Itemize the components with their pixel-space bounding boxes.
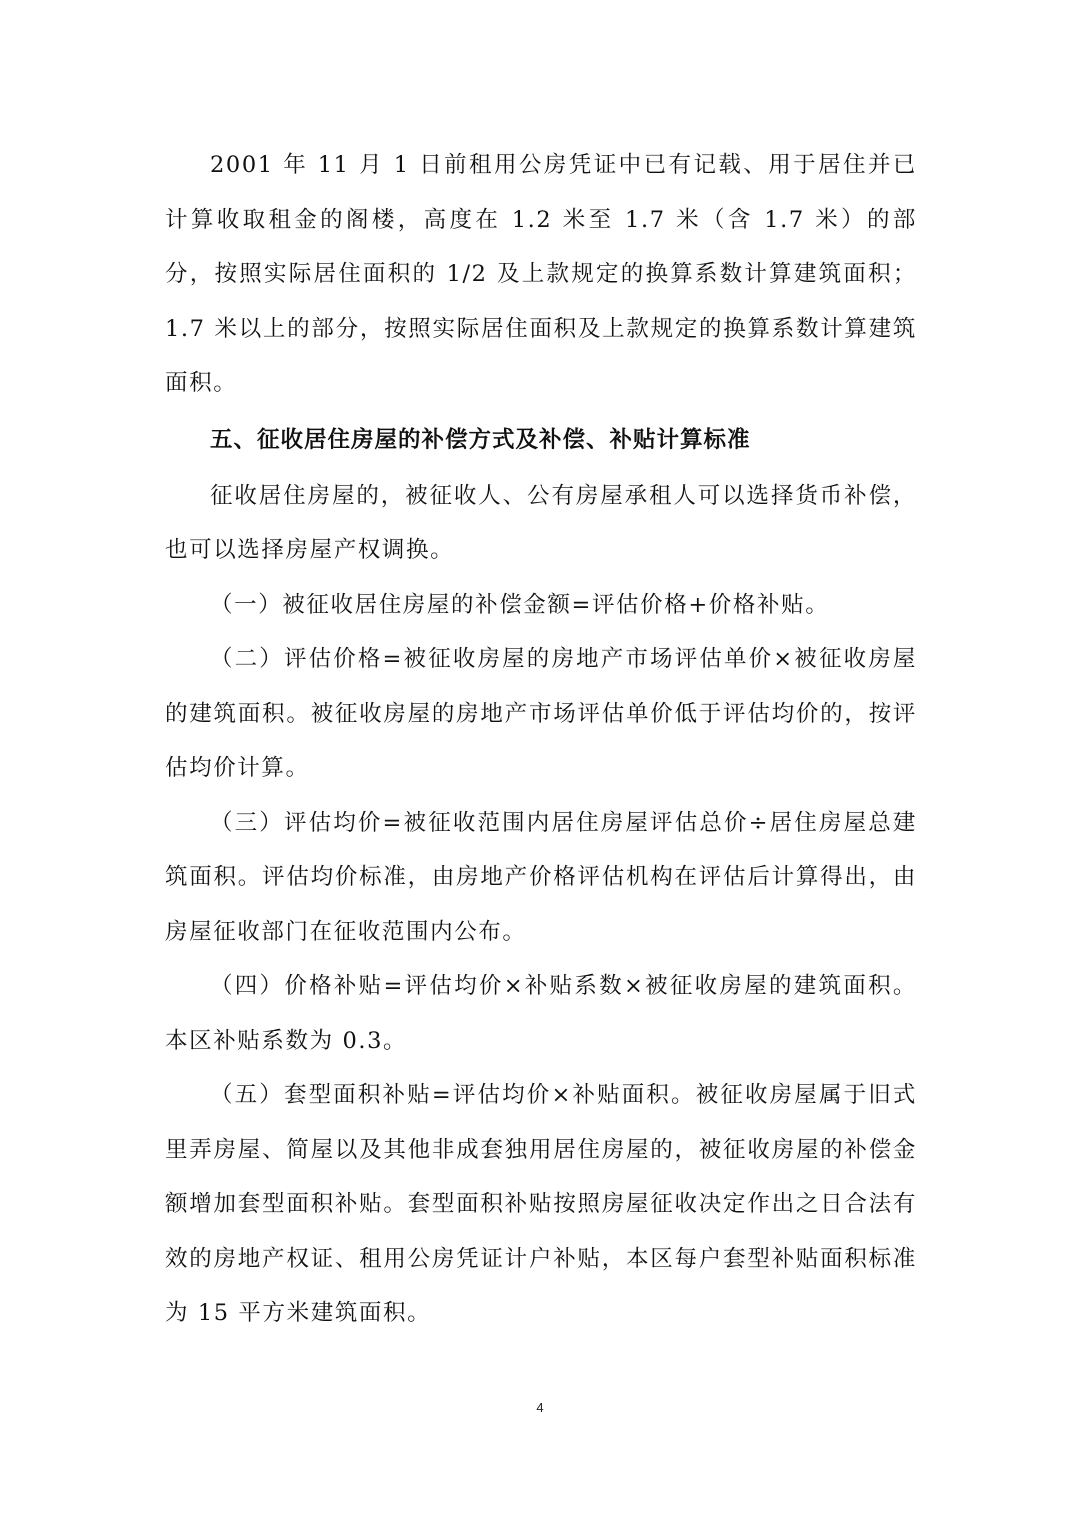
paragraph-compensation-choice: 征收居住房屋的，被征收人、公有房屋承租人可以选择货币补偿，也可以选择房屋产权调换。 [165,482,917,563]
paragraph-item-5: （五）套型面积补贴=评估均价×补贴面积。被征收房屋属于旧式里弄房屋、简屋以及其他非成套独用居住房屋的，被征收房屋的补偿金额增加套型面积补贴。套型面积补贴按照房屋征收决定作出之日合法有效的房地产权证、租用公房凭证计户补贴，本区每户套型补贴面积标准为 15 平方米建筑面积。 [165,1082,917,1326]
section-heading-compensation: 五、征收居住房屋的补偿方式及补偿、补贴计算标准 [210,426,751,453]
page-number: 4 [536,1400,544,1415]
document-body [165,138,917,1341]
paragraph-attic-area: 2001 年 11 月 1 日前租用公房凭证中已有记载、用于居住并已计算收取租金的阁楼，高度在 1.2 米至 1.7 米（含 1.7 米）的部分，按照实际居住面积的 1/2 及上款规定的换算系数计算建筑面积；1.7 米以上的部分，按照实际居住面积及上款规定的换算系数计算建筑面积。 [165,152,917,396]
paragraph-item-4: （四）价格补贴=评估均价×补贴系数×被征收房屋的建筑面积。本区补贴系数为 0.3。 [165,973,917,1054]
paragraph-item-2: （二）评估价格=被征收房屋的房地产市场评估单价×被征收房屋的建筑面积。被征收房屋的房地产市场评估单价低于评估均价的，按评估均价计算。 [165,646,917,781]
paragraph-item-3: （三）评估均价=被征收范围内居住房屋评估总价÷居住房屋总建筑面积。评估均价标准，由房地产价格评估机构在评估后计算得出，由房屋征收部门在征收范围内公布。 [165,809,917,945]
paragraph-item-1: （一）被征收居住房屋的补偿金额=评估价格+价格补贴。 [210,591,830,618]
